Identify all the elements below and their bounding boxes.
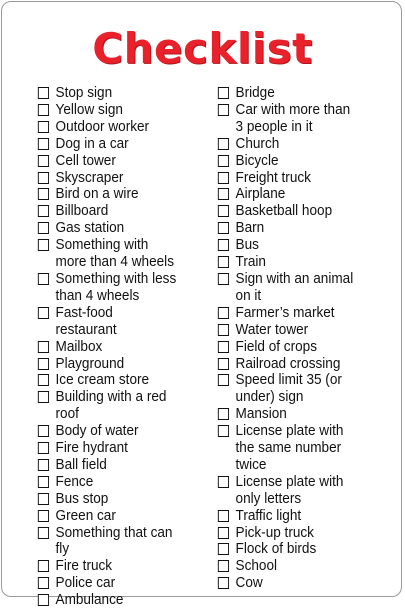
checklist-item-label: Police car bbox=[55, 575, 116, 592]
checkbox[interactable] bbox=[38, 155, 49, 167]
checklist-item-label: Basketball hoop bbox=[235, 203, 333, 220]
checkbox[interactable] bbox=[38, 87, 49, 99]
checkbox[interactable] bbox=[38, 391, 49, 403]
checkbox[interactable] bbox=[218, 256, 229, 268]
checklist-item-label: Fire hydrant bbox=[55, 440, 128, 457]
checklist-item-label: Railroad crossing bbox=[235, 355, 341, 372]
checklist-item-label: Something with more than 4 wheels bbox=[55, 237, 174, 271]
checklist-item-label: Bicycle bbox=[235, 152, 279, 169]
checkbox[interactable] bbox=[38, 459, 49, 471]
checklist-item-label: Bus bbox=[235, 237, 259, 254]
checkbox[interactable] bbox=[38, 527, 49, 539]
checklist-item-label: Body of water bbox=[55, 423, 139, 440]
checklist-item-label: Train bbox=[235, 254, 266, 271]
checkbox[interactable] bbox=[38, 510, 49, 522]
checklist-item-label: Dog in a car bbox=[55, 135, 129, 152]
checklist-item[interactable] bbox=[216, 102, 393, 136]
checklist-item[interactable] bbox=[216, 305, 393, 322]
checkbox[interactable] bbox=[38, 172, 49, 184]
checkbox[interactable] bbox=[218, 341, 229, 353]
checklist-item-label: Bus stop bbox=[55, 490, 109, 507]
checklist-item-label: Fire truck bbox=[55, 558, 113, 575]
checklist-item-label: Ball field bbox=[55, 456, 107, 473]
checkbox[interactable] bbox=[218, 577, 229, 589]
checklist-item-label: Billboard bbox=[55, 203, 109, 220]
checklist-item-label: Pick-up truck bbox=[235, 524, 314, 541]
checklist-item-label: Skyscraper bbox=[55, 169, 124, 186]
checklist-item-label: Stop sign bbox=[55, 85, 113, 101]
checklist-item[interactable] bbox=[216, 541, 393, 558]
checklist-item[interactable] bbox=[216, 153, 393, 170]
checklist-item-label: Mansion bbox=[235, 406, 287, 423]
checklist-item[interactable] bbox=[36, 372, 213, 389]
checkbox[interactable] bbox=[218, 273, 229, 285]
checkbox[interactable] bbox=[218, 476, 229, 488]
checklist-item-label: Bridge bbox=[235, 85, 275, 101]
checklist-item-label: Something that can fly bbox=[55, 524, 173, 558]
checkbox[interactable] bbox=[38, 188, 49, 200]
checklist-item[interactable] bbox=[36, 203, 213, 220]
checklist-item-label: Ambulance bbox=[55, 592, 124, 609]
checklist-item-label: Freight truck bbox=[235, 169, 311, 186]
checkbox[interactable] bbox=[218, 527, 229, 539]
checklist-item-label: Ice cream store bbox=[55, 372, 150, 389]
checklist-item[interactable] bbox=[36, 474, 213, 491]
checklist-item[interactable] bbox=[36, 220, 213, 237]
checklist-item[interactable] bbox=[36, 440, 213, 457]
checklist-item-label: License plate with the same number twice bbox=[235, 423, 344, 473]
checklist-item[interactable] bbox=[216, 203, 393, 220]
checkbox[interactable] bbox=[218, 87, 229, 99]
checklist-item[interactable] bbox=[216, 508, 393, 525]
checklist-item[interactable] bbox=[36, 356, 213, 373]
checklist-item-label: Gas station bbox=[55, 220, 125, 237]
checkbox[interactable] bbox=[218, 324, 229, 336]
checkbox[interactable] bbox=[38, 374, 49, 386]
checklist-item[interactable] bbox=[36, 592, 213, 609]
checklist-item-label: School bbox=[235, 558, 278, 575]
checklist-item-label: Yellow sign bbox=[55, 101, 123, 118]
checkbox[interactable] bbox=[38, 425, 49, 437]
checklist-item[interactable] bbox=[36, 491, 213, 508]
checkbox[interactable] bbox=[218, 425, 229, 437]
checkbox[interactable] bbox=[218, 307, 229, 319]
checkbox[interactable] bbox=[218, 408, 229, 420]
checklist-item-label: Building with a red roof bbox=[55, 389, 167, 423]
checklist-item[interactable] bbox=[36, 558, 213, 575]
checklist-item-label: License plate with only letters bbox=[235, 473, 344, 507]
checkbox[interactable] bbox=[218, 239, 229, 251]
checklist-item[interactable] bbox=[36, 102, 213, 119]
checkbox[interactable] bbox=[38, 104, 49, 116]
checklist-item-label: Cow bbox=[235, 575, 263, 592]
checklist-item-label: Playground bbox=[55, 355, 125, 372]
checklist-item-label: Farmer’s market bbox=[235, 304, 335, 321]
checkbox[interactable] bbox=[38, 138, 49, 150]
checklist-item-label: Car with more than 3 people in it bbox=[235, 101, 351, 135]
checklist-item-label: Cell tower bbox=[55, 152, 116, 169]
checklist-item[interactable] bbox=[216, 186, 393, 203]
checkbox[interactable] bbox=[38, 222, 49, 234]
checkbox[interactable] bbox=[38, 239, 49, 251]
checkbox[interactable] bbox=[38, 594, 49, 606]
checklist-item-label: Mailbox bbox=[55, 338, 103, 355]
page-title: Checklist bbox=[92, 24, 313, 73]
checkbox[interactable] bbox=[38, 273, 49, 285]
checkbox[interactable] bbox=[38, 493, 49, 505]
checklist-item[interactable] bbox=[36, 170, 213, 187]
checkbox[interactable] bbox=[38, 442, 49, 454]
checklist-item-label: Fence bbox=[55, 473, 94, 490]
checklist-item[interactable] bbox=[36, 186, 213, 203]
checkbox[interactable] bbox=[38, 121, 49, 133]
checklist-item[interactable] bbox=[36, 85, 213, 102]
checklist-item[interactable] bbox=[36, 423, 213, 440]
checklist-item[interactable] bbox=[216, 237, 393, 254]
checklist-item-label: Field of crops bbox=[235, 338, 318, 355]
checkbox[interactable] bbox=[218, 543, 229, 555]
checklist-column-left bbox=[36, 85, 211, 609]
checkbox[interactable] bbox=[38, 476, 49, 488]
checklist-item[interactable] bbox=[216, 575, 393, 592]
checkbox[interactable] bbox=[38, 341, 49, 353]
checkbox[interactable] bbox=[218, 510, 229, 522]
checklist-item[interactable] bbox=[36, 153, 213, 170]
checkbox[interactable] bbox=[218, 205, 229, 217]
checkbox[interactable] bbox=[38, 358, 49, 370]
checkbox[interactable] bbox=[38, 560, 49, 572]
checklist-item[interactable] bbox=[36, 237, 213, 271]
checklist-item[interactable] bbox=[36, 389, 213, 423]
checkbox[interactable] bbox=[218, 222, 229, 234]
checklist-item[interactable] bbox=[216, 136, 393, 153]
checklist-item-label: Church bbox=[235, 135, 280, 152]
checklist-item[interactable] bbox=[36, 575, 213, 592]
checkbox[interactable] bbox=[218, 155, 229, 167]
checklist-column-right bbox=[216, 85, 391, 592]
checklist-item-label: Bird on a wire bbox=[55, 186, 139, 203]
checklist-item-label: Outdoor worker bbox=[55, 118, 150, 135]
checklist-item[interactable] bbox=[216, 254, 393, 271]
checklist-item[interactable] bbox=[216, 372, 393, 406]
checklist-item[interactable] bbox=[216, 474, 393, 508]
checklist-item[interactable] bbox=[36, 136, 213, 153]
checklist-item[interactable] bbox=[36, 119, 213, 136]
checkbox[interactable] bbox=[38, 577, 49, 589]
checklist-item[interactable] bbox=[36, 271, 213, 305]
checklist-item-label: Water tower bbox=[235, 321, 309, 338]
checkbox[interactable] bbox=[218, 358, 229, 370]
checklist-item-label: Flock of birds bbox=[235, 541, 317, 558]
checkbox[interactable] bbox=[218, 172, 229, 184]
checkbox[interactable] bbox=[218, 188, 229, 200]
checklist-item[interactable] bbox=[36, 339, 213, 356]
checklist-item[interactable] bbox=[216, 406, 393, 423]
checklist-item[interactable] bbox=[216, 271, 393, 305]
checklist-item[interactable] bbox=[216, 85, 393, 102]
checklist-item[interactable] bbox=[216, 339, 393, 356]
checklist-item-label: Traffic light bbox=[235, 507, 302, 524]
checklist-item[interactable] bbox=[216, 423, 393, 474]
checklist-item[interactable] bbox=[36, 457, 213, 474]
checklist-item[interactable] bbox=[36, 305, 213, 339]
checklist-item-label: Speed limit 35 (or under) sign bbox=[235, 372, 342, 406]
checklist-item-label: Sign with an animal on it bbox=[235, 270, 354, 304]
checklist-item[interactable] bbox=[216, 170, 393, 187]
checklist-item[interactable] bbox=[36, 525, 213, 559]
checklist-item[interactable] bbox=[216, 558, 393, 575]
checklist-item[interactable] bbox=[216, 525, 393, 542]
checkbox[interactable] bbox=[218, 104, 229, 116]
checklist-item-label: Fast-food restaurant bbox=[55, 304, 117, 338]
checklist-item[interactable] bbox=[36, 508, 213, 525]
checklist-item-label: Barn bbox=[235, 220, 265, 237]
checkbox[interactable] bbox=[218, 560, 229, 572]
checkbox[interactable] bbox=[38, 205, 49, 217]
checklist-item-label: Airplane bbox=[235, 186, 286, 203]
checklist-item-label: Something with less than 4 wheels bbox=[55, 270, 177, 304]
checklist-item[interactable] bbox=[216, 220, 393, 237]
checkbox[interactable] bbox=[38, 307, 49, 319]
checklist-item[interactable] bbox=[216, 356, 393, 373]
checkbox[interactable] bbox=[218, 138, 229, 150]
checkbox[interactable] bbox=[218, 374, 229, 386]
checklist-item[interactable] bbox=[216, 322, 393, 339]
checklist-item-label: Green car bbox=[55, 507, 116, 524]
